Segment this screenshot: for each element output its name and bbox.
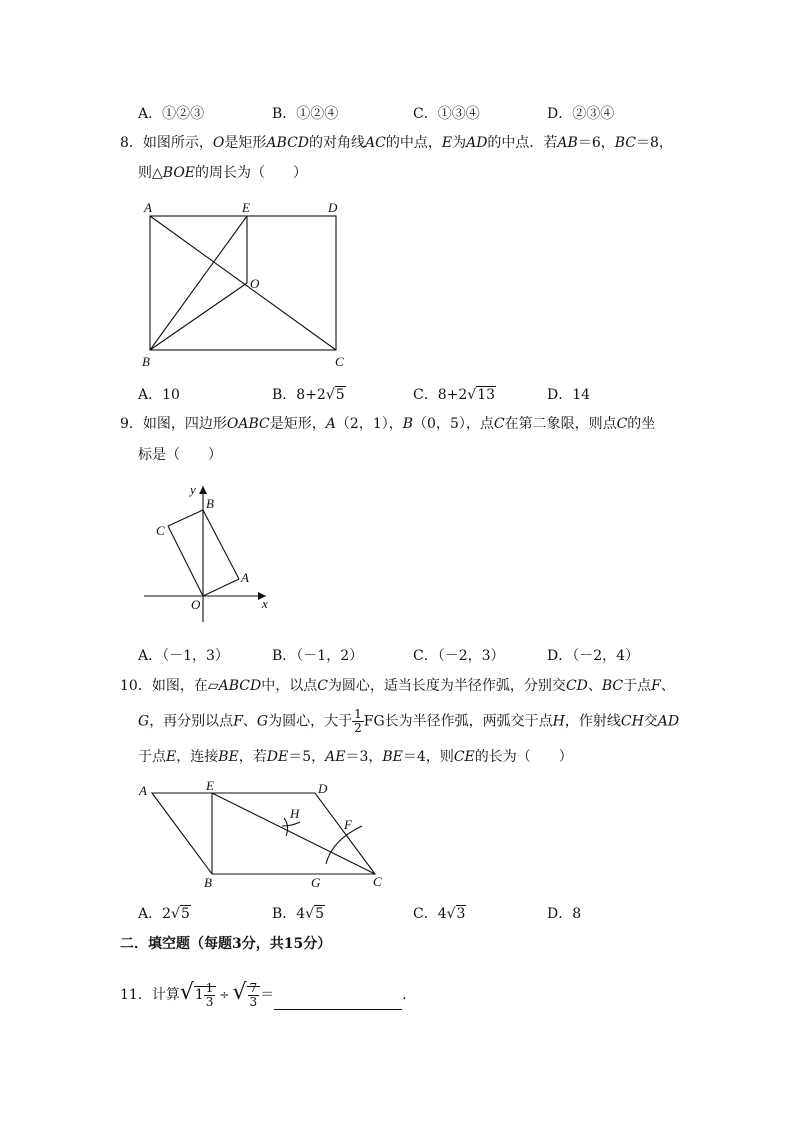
q8-label-d: D	[328, 200, 338, 215]
q10-option-a: A．2√5	[138, 906, 190, 922]
q8-option-b: B．8+2√5	[272, 387, 345, 403]
q9-label-a: A	[241, 570, 249, 585]
q11-radicand-2: $\frac{7}{3}$	[247, 986, 261, 1003]
q10-option-d: D．8	[547, 906, 582, 922]
q10-label-c: C	[373, 874, 382, 889]
q10-option-c: C．4√3	[413, 906, 466, 922]
q8-stem-line2: 则△BOE的周长为（ ）	[138, 165, 308, 181]
q9-option-c: C．（－2，3）	[413, 648, 505, 664]
q9-stem-line1: 9．如图，四边形OABC是矩形，A（2，1），B（0，5），点C在第二象限，则点C的坐	[120, 416, 656, 432]
q9-label-y: y	[190, 482, 196, 497]
q11-stem: 11．计算√1 $\frac{1}{3}$ ÷ √ $\frac{7}{3}$ ＝ .	[120, 980, 407, 1009]
q10-label-e: E	[206, 778, 214, 793]
q8-label-c: C	[335, 354, 344, 369]
q10-number: 10．	[120, 678, 152, 694]
q9-label-c: C	[156, 523, 165, 538]
q10-half-fraction: $\frac{1}{2}$	[354, 707, 362, 735]
q9-label-b: B	[206, 496, 214, 511]
q11-radicand-1: 1 $\frac{1}{3}$	[194, 986, 217, 1003]
q8-label-o: O	[250, 276, 260, 291]
q9-label-x: x	[262, 596, 268, 611]
q9-stem-line2: 标是（ ）	[138, 447, 222, 463]
q10-option-b: B．4√5	[272, 906, 325, 922]
q10-stem-line2: G，再分别以点F、G为圆心，大于 $\frac{1}{2}$ FG长为半径作弧，两弧交于点H，作射线CH交AD	[138, 707, 680, 735]
q7-option-d: D．②③④	[547, 106, 615, 122]
q11-answer-blank[interactable]	[274, 995, 402, 1010]
q8-option-a: A．10	[138, 387, 180, 403]
q8-label-a: A	[144, 200, 152, 215]
q8-label-e: E	[242, 200, 250, 215]
q8-stem-line1: 8．如图所示，O是矩形ABCD的对角线AC的中点，E为AD的中点．若AB＝6，BC＝8，	[120, 135, 673, 151]
q10-label-d: D	[318, 781, 328, 796]
q10-stem-line1: 10．如图，在▱ABCD中，以点C为圆心，适当长度为半径作弧，分别交CD、BC于点F、	[120, 678, 675, 694]
q8-option-c: C．8+2√13	[413, 387, 496, 403]
q7-option-b: B．①②④	[272, 106, 339, 122]
q9-option-d: D．（－2，4）	[547, 648, 640, 664]
q10-label-h: H	[290, 806, 300, 821]
section-2-title: 二．填空题（每题3分，共15分）	[120, 936, 332, 952]
q9-option-b: B．（－1，2）	[272, 648, 364, 664]
q9-label-o: O	[191, 597, 201, 612]
q10-label-a: A	[139, 783, 147, 798]
q10-label-g: G	[311, 875, 321, 890]
q10-label-f: F	[344, 817, 352, 832]
q8-number: 8．	[120, 135, 143, 151]
q8-option-d: D．14	[547, 387, 591, 403]
q10-stem-line3: 于点E，连接BE，若DE＝5，AE＝3，BE＝4，则CE的长为（ ）	[138, 749, 573, 765]
q11-number: 11．	[120, 987, 152, 1003]
q9-option-a: A．（－1，3）	[138, 648, 229, 664]
q7-option-c: C．①③④	[413, 106, 480, 122]
q7-option-a: A．①②③	[138, 106, 205, 122]
q8-label-b: B	[142, 354, 150, 369]
q9-number: 9．	[120, 416, 143, 432]
q10-label-b: B	[204, 875, 212, 890]
